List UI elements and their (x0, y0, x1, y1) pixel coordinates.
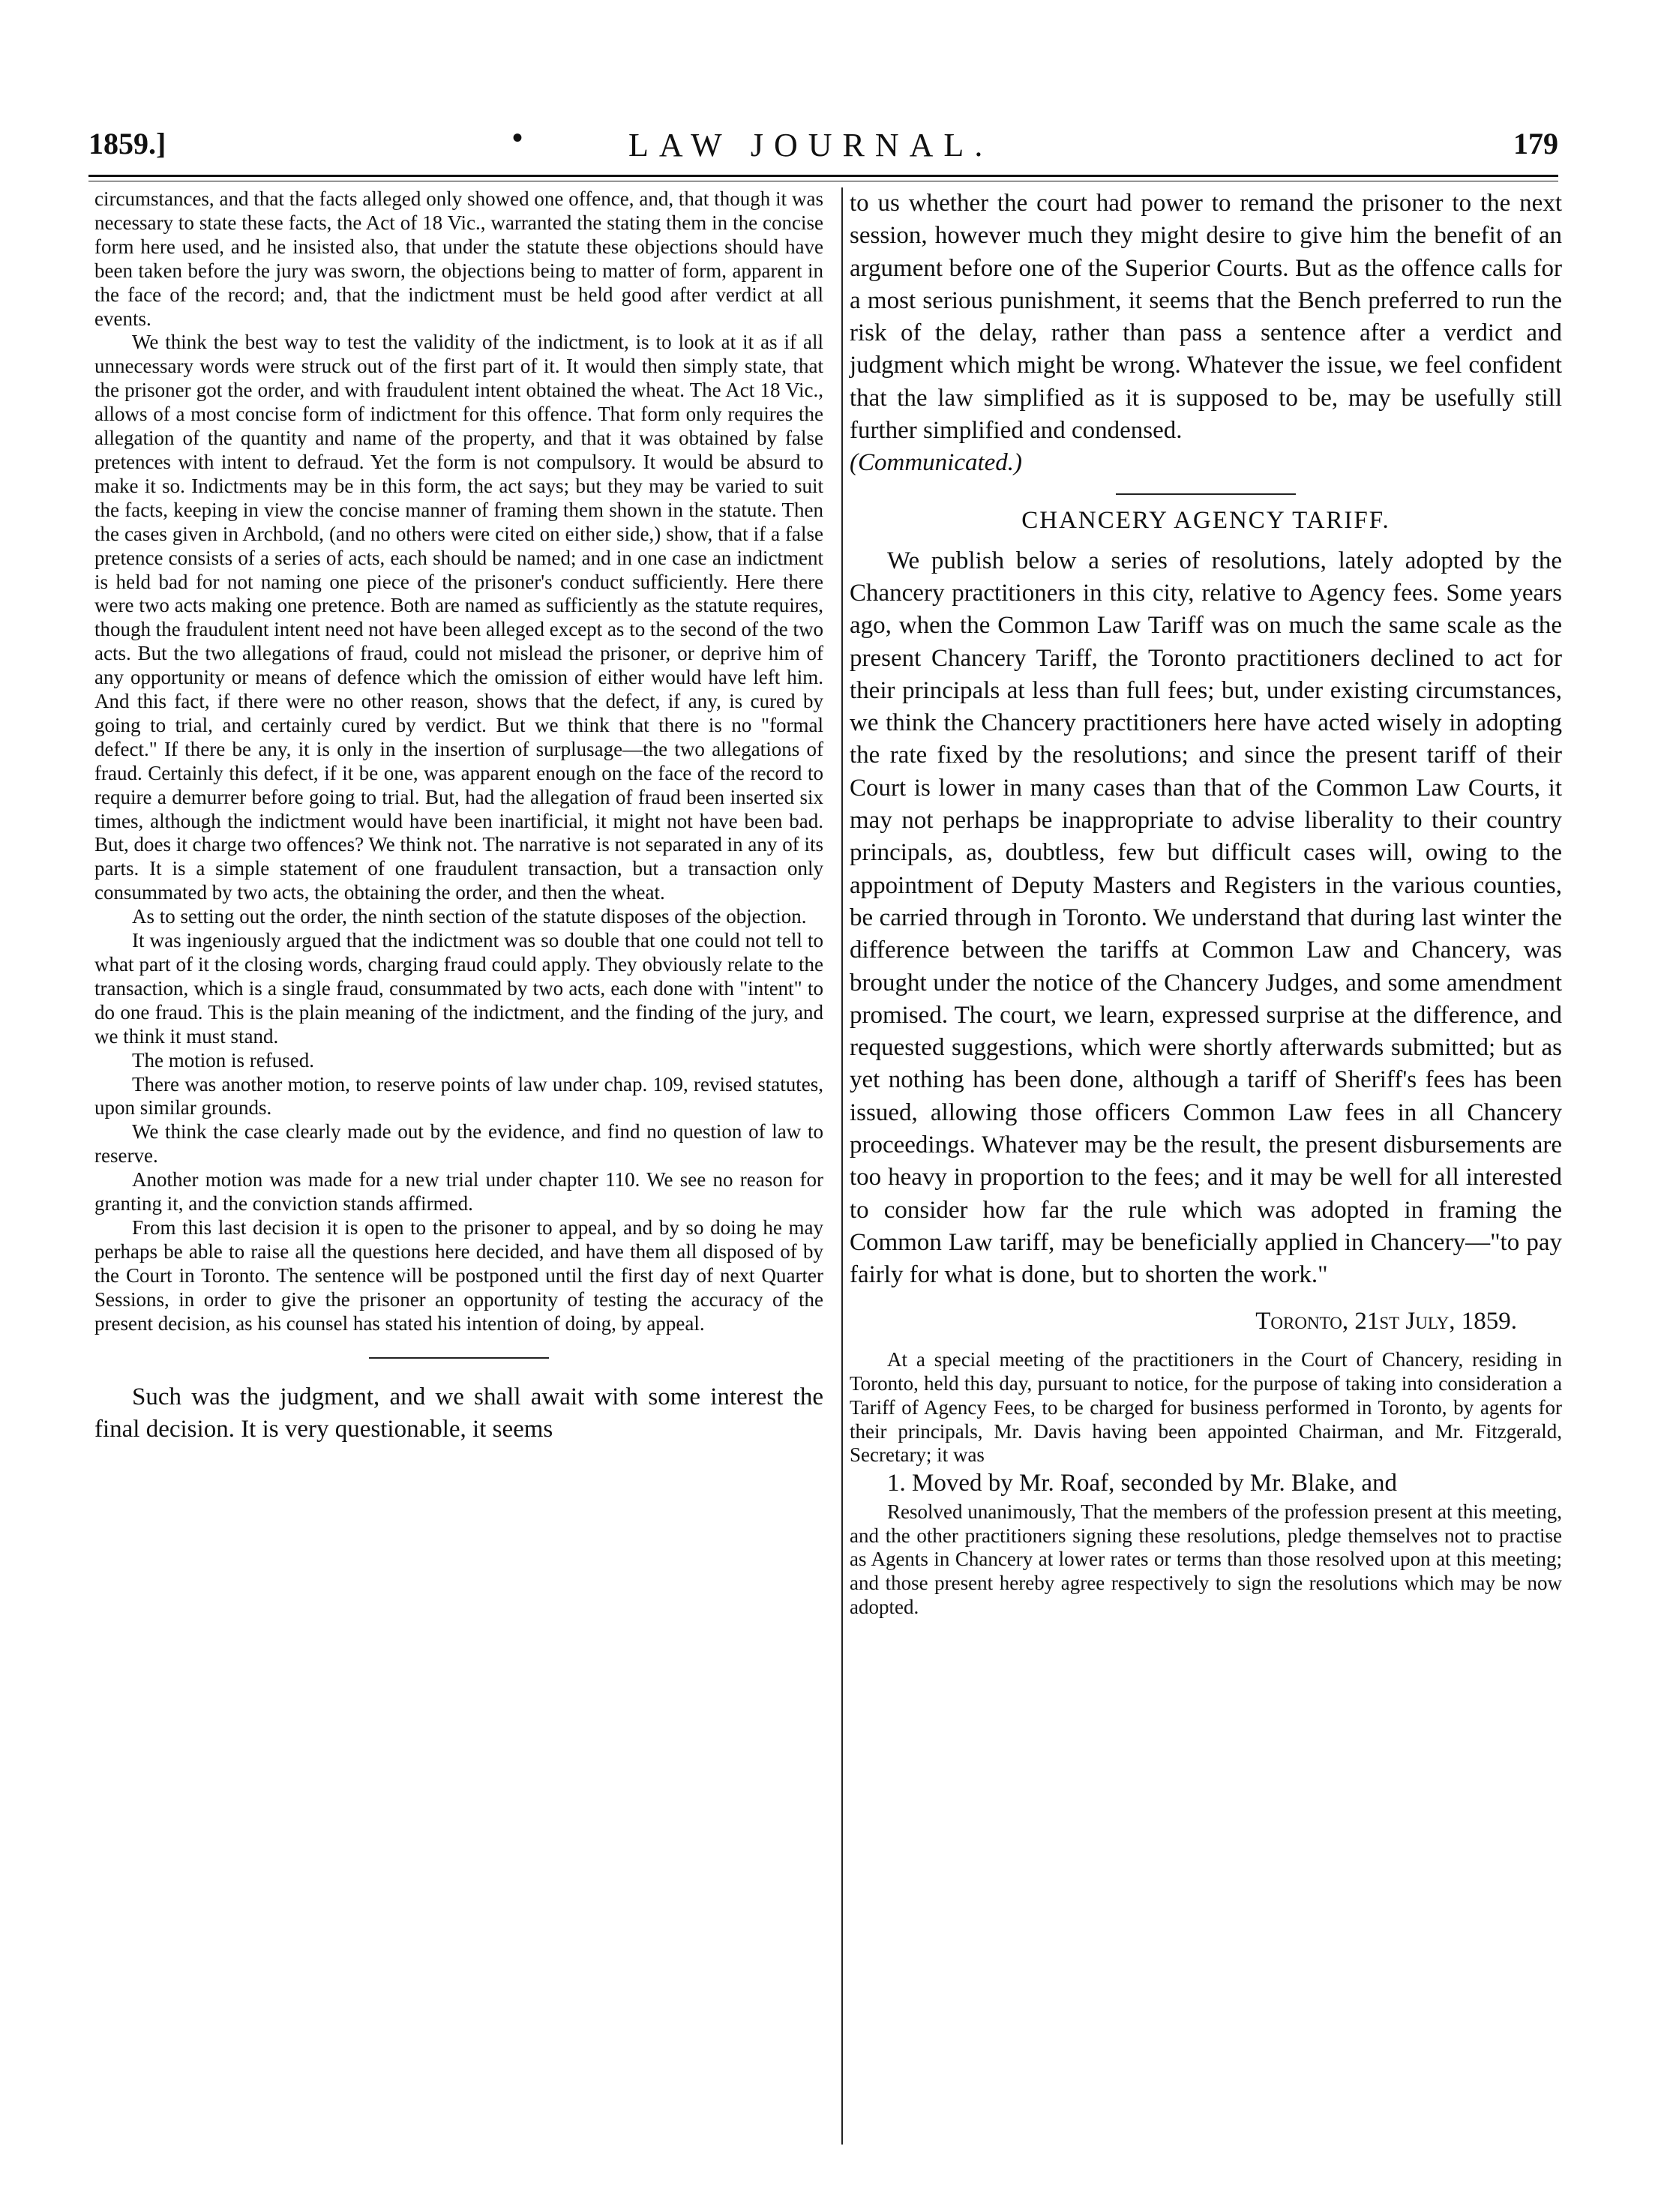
journal-title: LAW JOURNAL. (628, 127, 994, 163)
left-paragraph: It was ingeniously argued that the indictment was so double that one could not tell to what part of it the closing words, charging fraud could apply. They obviously relate to the transaction, which is a single fraud, consummated by two acts, each done with "intent" to do one fraud. This is the plain meaning of the indictment, and the finding of the jury, and we think it must stand. (94, 929, 823, 1048)
left-paragraph: We think the case clearly made out by the evidence, and find no question of law to reserve. (94, 1120, 823, 1167)
meeting-paragraph: At a special meeting of the practitioners in the Court of Chancery, residing in Toronto, held this day, pursuant to notice, for the purpose of taking into consideration a Tariff of Agency Fees, to be charged for business performed in Toronto, by agents for their principals, Mr. Davis having been appointed Chairman, and Mr. Fitzgerald, Secretary; it was (850, 1347, 1562, 1467)
right-column (850, 187, 1562, 1620)
section-heading: CHANCERY AGENCY TARIFF. (1021, 506, 1390, 534)
left-paragraph: The motion is refused. (132, 1048, 314, 1072)
dateline: Toronto, 21st July, 1859. (1255, 1307, 1517, 1335)
header-dot: • (512, 121, 523, 154)
column-divider (841, 187, 843, 2145)
left-paragraph: There was another motion, to reserve points of law under chap. 109, revised statutes, upon similar grounds. (94, 1072, 823, 1119)
continuation-paragraph: to us whether the court had power to remand the prisoner to the next session, however much they might desire to give him the benefit of an argument before one of the Superior Courts. But as the offence calls for a most serious punishment, it seems that the Bench preferred to run the risk of the delay, rather than pass a sentence after a verdict and judgment which might be wrong. Whatever the issue, we feel confident that the law simplified as it is supposed to be, may be usefully still further simplified and condensed. (850, 190, 1562, 445)
left-closing-paragraph: Such was the judgment, and we shall await with some interest the final decision. It is very questionable, it seems (94, 1383, 823, 1443)
separator-line (369, 1357, 549, 1359)
article-body: We publish below a series of resolutions, lately adopted by the Chancery practitioners in this city, relative to Agency fees. Some years ago, when the Common Law Tariff was on much the same scale as the present Chancery Tariff, the Toronto practitioners declined to act for their principals at less than full fees; but, under existing circumstances, we think the Chancery practitioners here have acted wisely in adopting the rate fixed by the resolutions; and since the present tariff of their Court is lower in many cases than that of the Common Law Courts, it may not perhaps be inappropriate to advise liberality to their country principals, as, doubtless, few but difficult cases will, owing to the appointment of Deputy Masters and Registers in the various counties, be carried through in Toronto. We understand that during last winter the difference between the tariffs at Common Law and Chancery, was brought under the notice of the Chancery Judges, and some amendment promised. The court, we learn, expressed surprise at the difference, and requested suggestions, which were shortly afterwards submitted; but as yet nothing has been done, although a tariff of Sheriff's fees has been issued, allowing those officers Common Law fees in all Chancery proceedings. Whatever may be the result, the present disbursements are too heavy in proportion to the fees; and it may be well for all interested to consider how far the rule which was adopted in framing the Common Law tariff, may be beneficially applied in Chancery—"to pay fairly for what is done, but to shorten the work." (850, 547, 1562, 1289)
page-header (88, 121, 1558, 171)
communicated-note: (Communicated.) (850, 449, 1023, 477)
left-paragraph: We think the best way to test the validity of the indictment, is to look at it as if all unnecessary words were struck out of the first part of it. It would then simply state, that the prisoner got the order, and with fraudulent intent obtained the wheat. The Act 18 Vic., allows of a most concise form of indictment for this offence. That form only requires the allegation of the quantity and name of the property, and that it was obtained by false pretences with intent to defraud. Yet the form is not compulsory. It would be absurd to make it so. Indictments may be in this form, the act says; but they may be varied to suit the facts, keeping in view the concise manner of framing them shown in the statute. Then the cases given in Archbold, (and no others were cited on either side,) show, that if a false pretence consists of a series of acts, each should be named; and in one case an indictment is held bad for not naming one piece of the prisoner's conduct sufficiently. Here there were two acts making one pretence. Both are named as sufficiently as the statute requires, though the fraudulent intent need not have been alleged except as to the second of the two acts. But the two allegations of fraud, could not mislead the prisoner, or deprive him of any opportunity or means of defence which the omission of either would have left him. And this fact, if there were no other reason, shows that the defect, if any, is cured by going to trial, and certainly cured by verdict. But we think that there is no "formal defect." If there be any, it is only in the insertion of surplusage—the two allegations of fraud. Certainly this defect, if it be one, was apparent enough on the face of the record to require a demurrer before going to trial. But, had the allegation of fraud been inserted six times, although the indictment would have been inartificial, it might not have been bad. But, does it charge two offences? We think not. The narrative is not separated in any of its parts. It is a simple statement of one fraudulent transaction, but a transaction only consummated by two acts, the obtaining the order, and then the wheat. (94, 331, 823, 904)
spacer (850, 1338, 1562, 1348)
separator-line (1116, 493, 1296, 495)
motion-line: 1. Moved by Mr. Roaf, seconded by Mr. Blake, and (887, 1470, 1398, 1497)
page-number: 179 (1513, 127, 1558, 160)
left-paragraph: circumstances, and that the facts alleged only showed one offence, and, that though it was necessary to state these facts, the Act of 18 Vic., warranted the stating them in the concise form here used, and he insisted also, that under the statute these objections should have been taken before the jury was sworn, the objections being to matter of form, apparent in the face of the record; and, that the indictment must be held good after verdict at all events. (94, 187, 823, 330)
left-paragraph: From this last decision it is open to the prisoner to appeal, and by so doing he may perhaps be able to raise all the questions here decided, and have them all disposed of by the Court in Toronto. The sentence will be postponed until the first day of next Quarter Sessions, in order to give the prisoner an opportunity of testing the accuracy of the present decision, as his counsel has stated his intention of doing, by appeal. (94, 1215, 823, 1335)
header-year: 1859.] (88, 127, 166, 160)
left-paragraph: Another motion was made for a new trial under chapter 110. We see no reason for granting it, and the conviction stands affirmed. (94, 1168, 823, 1215)
resolution-paragraph: Resolved unanimously, That the members of the profession present at this meeting, and the other practitioners signing these resolutions, pledge themselves not to practise as Agents in Chancery at lower rates or terms than those resolved upon at this meeting; and those present hereby agree respectively to sign the resolutions which may be now adopted. (850, 1500, 1562, 1619)
left-paragraph: As to setting out the order, the ninth section of the statute disposes of the objection. (132, 905, 807, 928)
header-rule-thick (88, 175, 1558, 177)
left-column (94, 187, 823, 1446)
